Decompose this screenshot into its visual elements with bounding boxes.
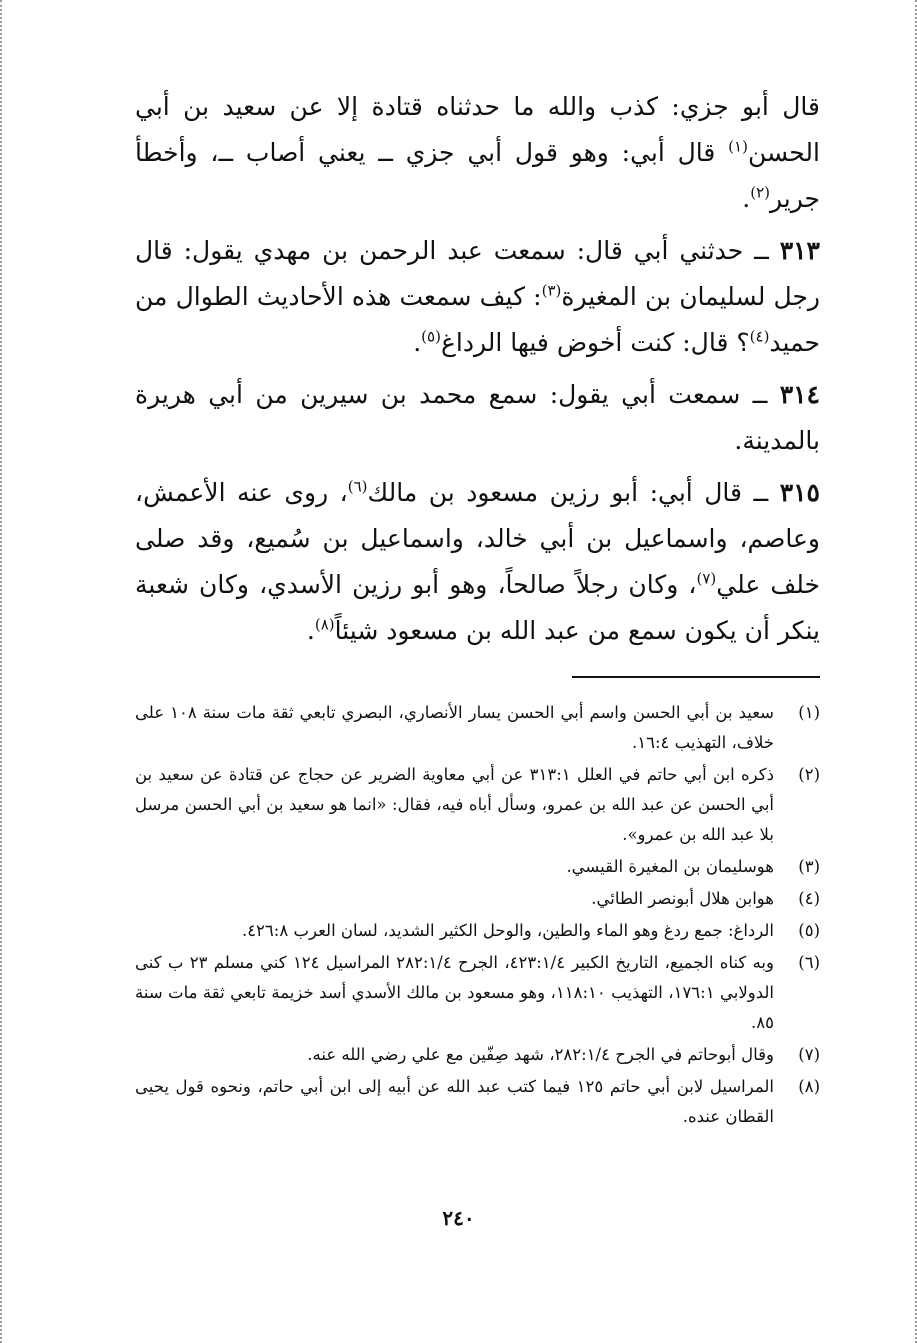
footnote-number: (٨) — [798, 1077, 820, 1096]
footnote-text: وقال أبوحاتم في الجرح ٢٨٢:١/٤، شهد صِفّين مع علي رضي الله عنه. — [307, 1045, 774, 1064]
footnote-ref: (٦) — [347, 477, 368, 496]
footnotes — [135, 698, 820, 1132]
footnote-number: (١) — [798, 703, 820, 722]
footnote-ref: (٨) — [314, 615, 335, 634]
paragraph-text: ؟ قال: كنت أخوض فيها الرداغ — [440, 328, 750, 357]
entry-number: ٣١٤ — [779, 380, 820, 409]
paragraph-text: . — [413, 328, 422, 357]
paragraph-text: : كيف سمعت هذه الأحاديث الطوال من حميد — [135, 282, 820, 357]
paragraph-text: ــ حدثني أبي قال: سمعت عبد الرحمن بن مهدي يقول: قال رجل لسليمان بن المغيرة — [135, 236, 820, 311]
paragraph-text: ، وكان رجلاً صالحاً، وهو أبو رزين الأسدي، وكان شعبة ينكر أن يكون سمع من عبد الله بن مسعود شيئاً — [135, 570, 820, 645]
footnote-text: هوسليمان بن المغيرة القيسي. — [566, 857, 774, 876]
paragraph — [135, 84, 820, 222]
footnote-text: وبه كناه الجميع، التاريخ الكبير ٤٢٣:١/٤، الجرح ٢٨٢:١/٤ المراسيل ١٢٤ كني مسلم ٢٣ ب كنى الدولابي ١٧٦:١، التهذيب ١١٨:١٠، وهو مسعود بن مالك الأسدي أسد خزيمة تابعي ثقة مات سنة ٨٥. — [135, 953, 775, 1032]
footnote — [135, 760, 820, 850]
paragraph-text: . — [306, 616, 315, 645]
paragraph-text: قال أبي: وهو قول أبي جزي ــ يعني أصاب ــ، وأخطأ جرير — [135, 138, 820, 213]
footnote-ref: (١) — [728, 137, 748, 156]
right-scan-edge — [907, 0, 917, 1343]
footnote-text: سعيد بن أبي الحسن واسم أبي الحسن يسار الأنصاري، البصري تابعي ثقة مات سنة ١٠٨ على خلاف، التهذيب ١٦:٤. — [135, 703, 774, 752]
footnote-number: (٥) — [798, 921, 820, 940]
paragraph — [135, 372, 820, 464]
footnote-number: (٣) — [798, 857, 820, 876]
footnote — [135, 1072, 820, 1132]
footnote-number: (٢) — [798, 765, 820, 784]
page-body — [135, 84, 820, 1134]
paragraph — [135, 228, 820, 366]
footnote-ref: (٣) — [541, 281, 562, 300]
footnote — [135, 916, 820, 946]
footnote — [135, 698, 820, 758]
footnote-ref: (٧) — [696, 569, 717, 588]
paragraph — [135, 470, 820, 654]
footnote-text: الرداغ: جمع ردغ وهو الماء والطين، والوحل الكثير الشديد، لسان العرب ٤٢٦:٨. — [241, 921, 774, 940]
footnote-text: ذكره ابن أبي حاتم في العلل ٣١٣:١ عن أبي معاوية الضرير عن حجاج عن قتادة عن سعيد بن أبي الحسن عن عبد الله بن عمرو، وسأل أباه فيه، فقال: «انما هو سعيد بن أبي الحسن مرسل بلا عبد الله بن عمرو». — [135, 765, 774, 844]
footnote-text: المراسيل لابن أبي حاتم ١٢٥ فيما كتب عبد الله عن أبيه إلى ابن أبي حاتم، ونحوه قول يحيى القطان عنده. — [135, 1077, 774, 1126]
paragraph-text: ــ قال أبي: أبو رزين مسعود بن مالك — [367, 478, 780, 507]
footnote-ref: (٤) — [749, 327, 770, 346]
paragraph-text: . — [742, 184, 751, 213]
entry-number: ٣١٣ — [779, 236, 820, 265]
footnote-separator — [572, 676, 820, 678]
footnote-text: هوابن هلال أبونصر الطائي. — [591, 889, 774, 908]
footnote-ref: (٥) — [421, 327, 441, 346]
footnote-number: (٦) — [798, 953, 820, 972]
footnote — [135, 884, 820, 914]
entry-number: ٣١٥ — [779, 478, 820, 507]
paragraph-text: قال أبو جزي: كذب والله ما حدثناه قتادة إلا عن سعيد بن أبي الحسن — [135, 92, 820, 167]
paragraph-text: ــ سمعت أبي يقول: سمع محمد بن سيرين من أبي هريرة بالمدينة. — [135, 380, 820, 455]
footnote-number: (٧) — [798, 1045, 820, 1064]
footnote-number: (٤) — [798, 889, 820, 908]
footnote — [135, 1040, 820, 1070]
paragraph-text: ، روى عنه الأعمش، وعاصم، واسماعيل بن أبي خالد، واسماعيل بن سُميع، وقد صلى خلف علي — [135, 478, 820, 599]
left-scan-edge — [0, 0, 10, 1343]
footnote — [135, 948, 820, 1038]
page-number: ٢٤٠ — [442, 1206, 475, 1230]
main-text — [135, 84, 820, 654]
footnote — [135, 852, 820, 882]
footnote-ref: (٢) — [750, 183, 770, 202]
